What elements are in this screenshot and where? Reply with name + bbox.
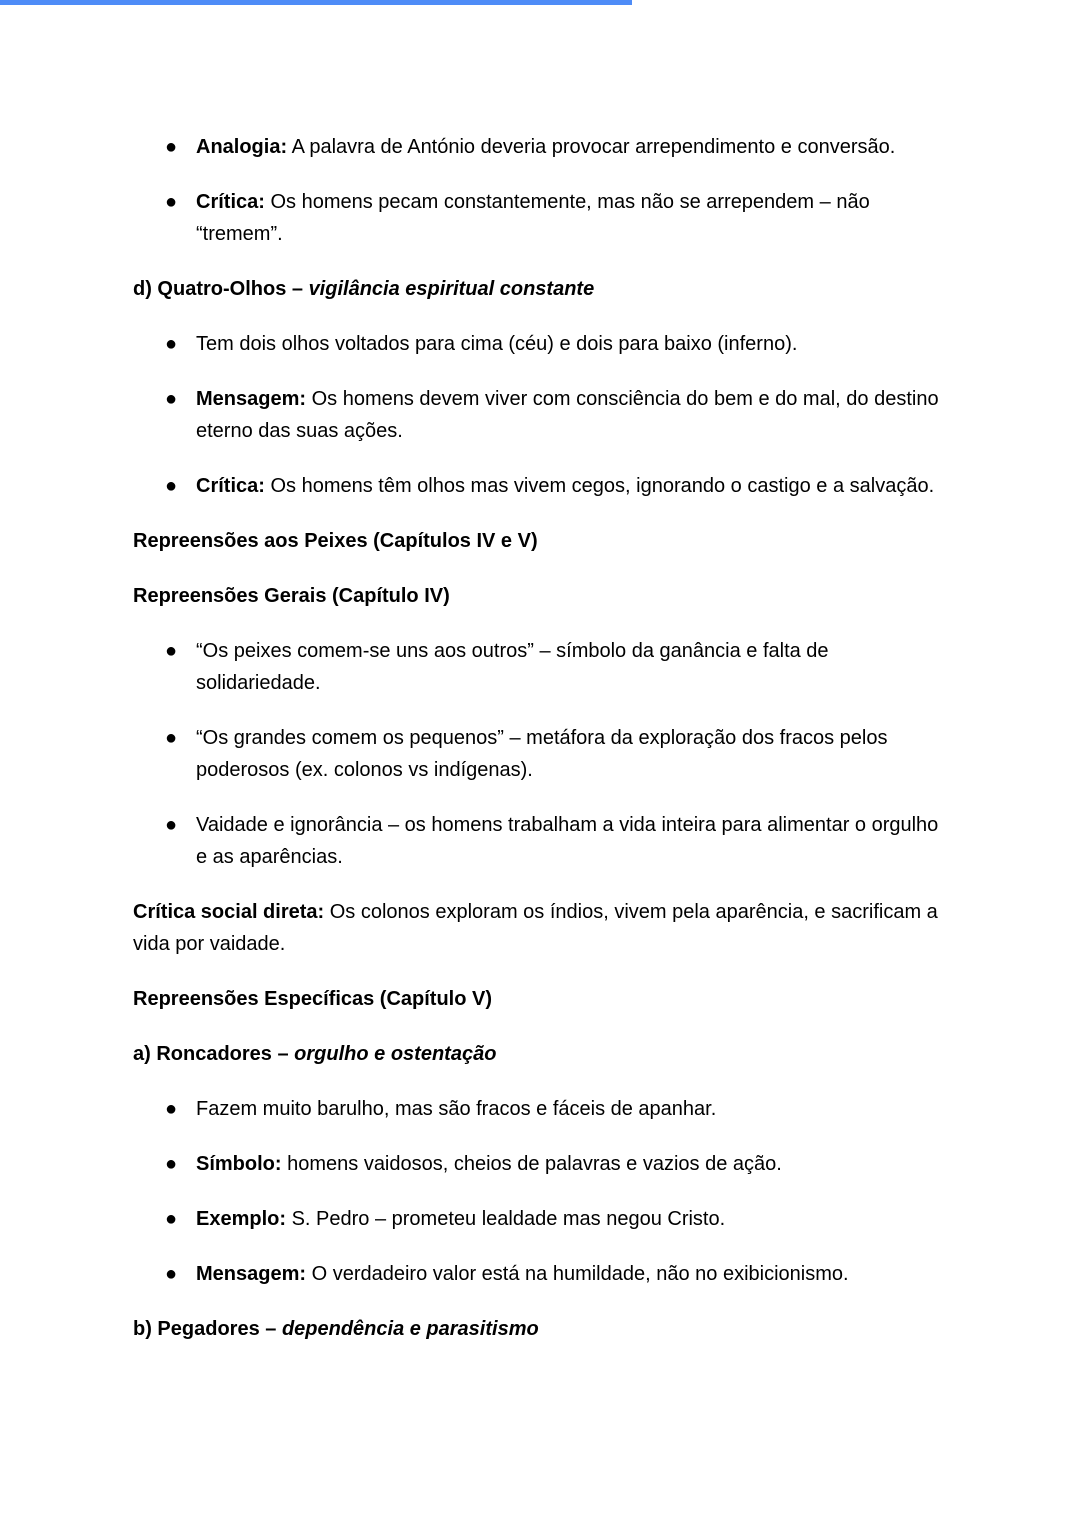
bold-lead: Crítica: bbox=[196, 191, 265, 213]
bold-lead: Crítica: bbox=[196, 475, 265, 497]
list-item bbox=[133, 186, 945, 250]
heading-lead: b) Pegadores – bbox=[133, 1318, 282, 1340]
bullet-marker: ● bbox=[165, 814, 178, 836]
bullet-text bbox=[196, 328, 945, 360]
bullet-text bbox=[196, 186, 945, 250]
bullet-marker: ● bbox=[165, 1208, 178, 1230]
heading-italic: vigilância espiritual constante bbox=[308, 278, 595, 300]
body-text: S. Pedro – prometeu lealdade mas negou Cristo. bbox=[286, 1208, 726, 1230]
list-item bbox=[133, 1258, 945, 1290]
list-item bbox=[133, 328, 945, 360]
list-item bbox=[133, 383, 945, 447]
subsection-heading bbox=[133, 1313, 945, 1345]
bullet-marker: ● bbox=[165, 388, 178, 410]
subsection-heading bbox=[133, 273, 945, 305]
list-item bbox=[133, 722, 945, 786]
bullet-text bbox=[196, 1203, 945, 1235]
bullet-text bbox=[196, 1148, 945, 1180]
list-item bbox=[133, 131, 945, 163]
body-text: Os homens têm olhos mas vivem cegos, ignorando o castigo e a salvação. bbox=[264, 475, 935, 497]
bullet-text bbox=[196, 470, 945, 502]
bold-lead: Exemplo: bbox=[196, 1208, 287, 1230]
paragraph bbox=[133, 896, 945, 960]
list-item bbox=[133, 1203, 945, 1235]
body-text: O verdadeiro valor está na humildade, não no exibicionismo. bbox=[306, 1263, 849, 1285]
list-item bbox=[133, 1093, 945, 1125]
top-blue-line bbox=[0, 0, 632, 5]
bullet-text bbox=[196, 722, 945, 786]
bullet-marker: ● bbox=[165, 333, 178, 355]
body-text: Vaidade e ignorância – os homens trabalham a vida inteira para alimentar o orgulho e as aparências. bbox=[196, 814, 939, 868]
body-text: Os colonos exploram os índios, vivem pela aparência, e sacrificam a vida por vaidade. bbox=[133, 901, 938, 955]
bullet-text bbox=[196, 1258, 945, 1290]
list-item bbox=[133, 1148, 945, 1180]
section-heading: Repreensões Específicas (Capítulo V) bbox=[133, 988, 493, 1010]
body-text: Tem dois olhos voltados para cima (céu) e dois para baixo (inferno). bbox=[196, 333, 798, 355]
body-text: homens vaidosos, cheios de palavras e vazios de ação. bbox=[281, 1153, 782, 1175]
bullet-marker: ● bbox=[165, 475, 178, 497]
heading-lead: a) Roncadores – bbox=[133, 1043, 295, 1065]
bullet-marker: ● bbox=[165, 1098, 178, 1120]
heading-italic: dependência e parasitismo bbox=[281, 1318, 539, 1340]
body-text: Os homens pecam constantemente, mas não se arrependem – não “tremem”. bbox=[196, 191, 870, 245]
list-item bbox=[133, 470, 945, 502]
bullet-marker: ● bbox=[165, 191, 178, 213]
section-heading: Repreensões Gerais (Capítulo IV) bbox=[133, 585, 450, 607]
bullet-marker: ● bbox=[165, 1263, 178, 1285]
bullet-marker: ● bbox=[165, 136, 178, 158]
bold-lead: Mensagem: bbox=[196, 388, 307, 410]
body-text: “Os grandes comem os pequenos” – metáfora da exploração dos fracos pelos poderosos (ex. colonos vs indígenas). bbox=[196, 727, 888, 781]
bold-lead: Analogia: bbox=[196, 136, 288, 158]
bullet-text bbox=[196, 809, 945, 873]
bullet-marker: ● bbox=[165, 727, 178, 749]
bullet-text bbox=[196, 383, 945, 447]
bullet-text bbox=[196, 131, 945, 163]
body-text: “Os peixes comem-se uns aos outros” – símbolo da ganância e falta de solidariedade. bbox=[196, 640, 829, 694]
subsection-heading bbox=[133, 1038, 945, 1070]
bullet-marker: ● bbox=[165, 1153, 178, 1175]
bold-lead: Crítica social direta: bbox=[133, 901, 325, 923]
bullet-text bbox=[196, 635, 945, 699]
bullet-text bbox=[196, 1093, 945, 1125]
bold-lead: Mensagem: bbox=[196, 1263, 307, 1285]
body-text: A palavra de António deveria provocar arrependimento e conversão. bbox=[287, 136, 896, 158]
heading-italic: orgulho e ostentação bbox=[294, 1043, 497, 1065]
list-item bbox=[133, 809, 945, 873]
bullet-marker: ● bbox=[165, 640, 178, 662]
body-text: Fazem muito barulho, mas são fracos e fáceis de apanhar. bbox=[196, 1098, 717, 1120]
body-text: Os homens devem viver com consciência do bem e do mal, do destino eterno das suas ações. bbox=[196, 388, 939, 442]
section-heading: Repreensões aos Peixes (Capítulos IV e V) bbox=[133, 530, 538, 552]
bold-lead: Símbolo: bbox=[196, 1153, 282, 1175]
heading-lead: d) Quatro-Olhos – bbox=[133, 278, 309, 300]
list-item bbox=[133, 635, 945, 699]
